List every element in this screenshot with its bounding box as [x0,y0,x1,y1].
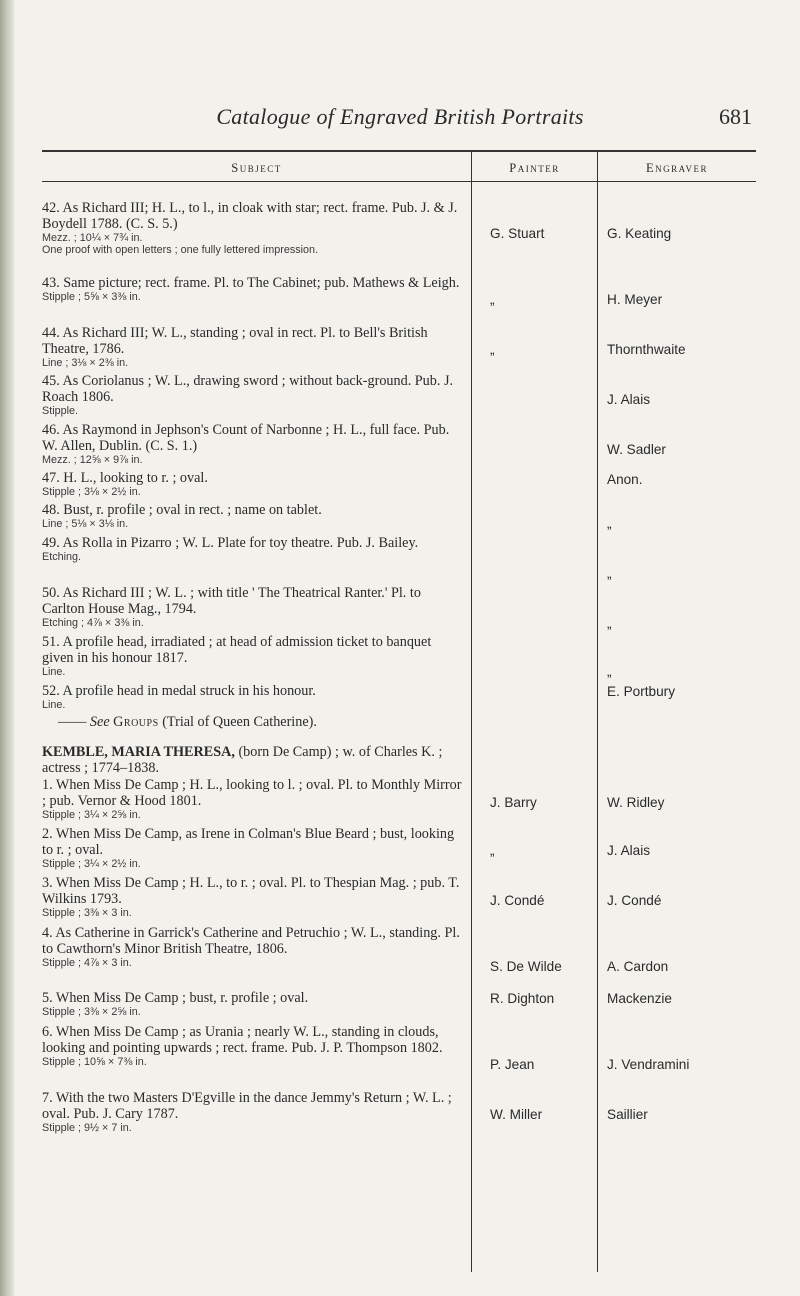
entry-technique: Etching. [42,551,82,563]
entry-technique: Stipple. [42,405,79,417]
cross-reference [58,714,458,730]
reference-text: (Trial of Queen Catherine). [162,714,317,730]
painter-cell: „ [490,342,495,357]
painter-cell: S. De Wilde [490,959,562,974]
engraver-cell: W. Ridley [607,795,665,810]
kemble-entry-4 [42,925,462,969]
kemble-entry-3 [42,875,462,919]
engraver-cell: A. Cardon [607,959,669,974]
entry-description: 44. As Richard III; W. L., standing ; oval in rect. Pl. to Bell's British Theatre, 1786. [42,325,428,357]
entry-technique: Line. [42,699,66,711]
entry-technique: Stipple ; 3⅛ × 2½ in. [42,486,141,498]
page-number: 681 [719,104,752,129]
catalogue-entry-51 [42,634,462,678]
catalogue-entry-49 [42,535,462,563]
entry-technique: Stipple ; 3⅜ × 3 in. [42,907,132,919]
painter-cell: J. Barry [490,795,537,810]
catalogue-entry-45 [42,373,462,417]
catalogue-entry-50 [42,585,462,629]
engraver-cell: J. Condé [607,893,662,908]
engraver-cell: G. Keating [607,226,672,241]
entry-description: 47. H. L., looking to r. ; oval. [42,470,208,486]
painter-cell: G. Stuart [490,226,545,241]
catalogue-entry-42 [42,200,462,256]
column-header-subject: Subject [231,161,282,175]
column-header-engraver: Engraver [646,161,708,175]
entry-description: 7. With the two Masters D'Egville in the dance Jemmy's Return ; W. L. ; oval. Pub. J. Cary 1787. [42,1090,452,1122]
entry-description: 49. As Rolla in Pizarro ; W. L. Plate for toy theatre. Pub. J. Bailey. [42,535,419,551]
entry-technique: Stipple ; 10⅝ × 7⅜ in. [42,1056,147,1068]
entry-description: 42. As Richard III; H. L., to l., in cloak with star; rect. frame. Pub. J. & J. Boydell 1788. (C. S. 5.) [42,200,458,232]
entry-description: 45. As Coriolanus ; W. L., drawing sword ; without back-ground. Pub. J. Roach 1806. [42,373,454,405]
entry-technique: Stipple ; 4⅞ × 3 in. [42,957,132,969]
engraver-cell: J. Alais [607,843,651,858]
engraver-cell: „ [607,664,612,679]
entry-description: 51. A profile head, irradiated ; at head of admission ticket to banquet given in his honour 1817. [42,634,432,666]
table-top-rule [42,150,756,152]
sitter-heading [42,744,462,776]
entry-description: 52. A profile head in medal struck in his honour. [42,683,316,699]
catalogue-entry-46 [42,422,462,466]
entry-description: 43. Same picture; rect. frame. Pl. to The Cabinet; pub. Mathews & Leigh. [42,275,460,291]
sitter-name: KEMBLE, MARIA THERESA, [42,744,235,760]
see-label: See [89,714,110,730]
entry-description: 6. When Miss De Camp ; as Urania ; nearly W. L., standing in clouds, looking and pointing upwards ; rect. frame. Pub. J. P. Thompson 1802. [42,1024,443,1056]
entry-description: 5. When Miss De Camp ; bust, r. profile ; oval. [42,990,309,1006]
engraver-cell: „ [607,516,612,531]
painter-cell: J. Condé [490,893,545,908]
entry-technique: Stipple ; 3⅜ × 2⅝ in. [42,1006,141,1018]
page-title: Catalogue of Engraved British Portraits [216,104,584,129]
entry-technique: Line ; 3⅛ × 2⅜ in. [42,357,129,369]
entry-note: One proof with open letters ; one fully lettered impression. [42,244,319,256]
painter-cell: R. Dighton [490,991,555,1006]
engraver-cell: H. Meyer [607,292,663,307]
engraver-cell: „ [607,616,612,631]
painter-cell: „ [490,843,495,858]
entry-description: 1. When Miss De Camp ; H. L., looking to l. ; oval. Pl. to Monthly Mirror ; pub. Vernor & Hood 1801. [42,777,462,809]
column-header-painter: Painter [509,161,560,175]
engraver-cell: Mackenzie [607,991,672,1006]
running-head [0,104,800,134]
catalogue-entry-43 [42,275,462,303]
entry-technique: Stipple ; 3¼ × 2⅝ in. [42,809,141,821]
entry-description: 48. Bust, r. profile ; oval in rect. ; name on tablet. [42,502,322,518]
kemble-entry-5 [42,990,462,1018]
catalogue-entry-52 [42,683,462,711]
engraver-cell: E. Portbury [607,684,675,699]
entry-technique: Line. [42,666,66,678]
entry-description: 2. When Miss De Camp, as Irene in Colman's Blue Beard ; bust, looking to r. ; oval. [42,826,455,858]
engraver-cell: W. Sadler [607,442,666,457]
sitter-biography: (born De Camp) ; w. of Charles K. ; actress ; 1774–1838. [42,744,443,776]
entry-technique: Stipple ; 5⅝ × 3⅜ in. [42,291,141,303]
kemble-entry-2 [42,826,462,870]
entry-technique: Mezz. ; 10¼ × 7¾ in. [42,232,143,244]
engraver-cell: „ [607,566,612,581]
entry-technique: Stipple ; 3¼ × 2½ in. [42,858,141,870]
column-divider-1 [471,150,472,1272]
entry-description: 4. As Catherine in Garrick's Catherine and Petruchio ; W. L., standing. Pl. to Cawthorn's Minor British Theatre, 1806. [42,925,460,957]
catalogue-entry-47 [42,470,462,498]
catalogue-entry-48 [42,502,462,530]
catalogue-entry-44 [42,325,462,369]
column-divider-2 [597,150,598,1272]
engraver-cell: Anon. [607,472,643,487]
engraver-cell: Thornthwaite [607,342,686,357]
painter-cell: P. Jean [490,1057,535,1072]
engraver-cell: Saillier [607,1107,648,1122]
entry-technique: Line ; 5⅛ × 3⅛ in. [42,518,129,530]
entry-technique: Etching ; 4⅞ × 3⅜ in. [42,617,144,629]
entry-technique: Stipple ; 9½ × 7 in. [42,1122,132,1134]
kemble-entry-7 [42,1090,462,1134]
entry-description: 46. As Raymond in Jephson's Count of Narbonne ; H. L., full face. Pub. W. Allen, Dublin. (C. S. 1.) [42,422,450,454]
engraver-cell: J. Vendramini [607,1057,690,1072]
painter-cell: „ [490,292,495,307]
ditto-dash: —— [58,714,87,730]
groups-link: Groups [113,714,159,730]
entry-technique: Mezz. ; 12⅝ × 9⅞ in. [42,454,143,466]
kemble-entry-1 [42,777,462,821]
kemble-entry-6 [42,1024,462,1068]
engraver-cell: J. Alais [607,392,651,407]
entry-description: 3. When Miss De Camp ; H. L., to r. ; oval. Pl. to Thespian Mag. ; pub. T. Wilkins 1793. [42,875,460,907]
painter-cell: W. Miller [490,1107,543,1122]
book-spine-shadow [0,0,14,1296]
entry-description: 50. As Richard III ; W. L. ; with title ' The Theatrical Ranter.' Pl. to Carlton House Mag., 1794. [42,585,421,617]
header-bottom-rule [42,181,756,182]
